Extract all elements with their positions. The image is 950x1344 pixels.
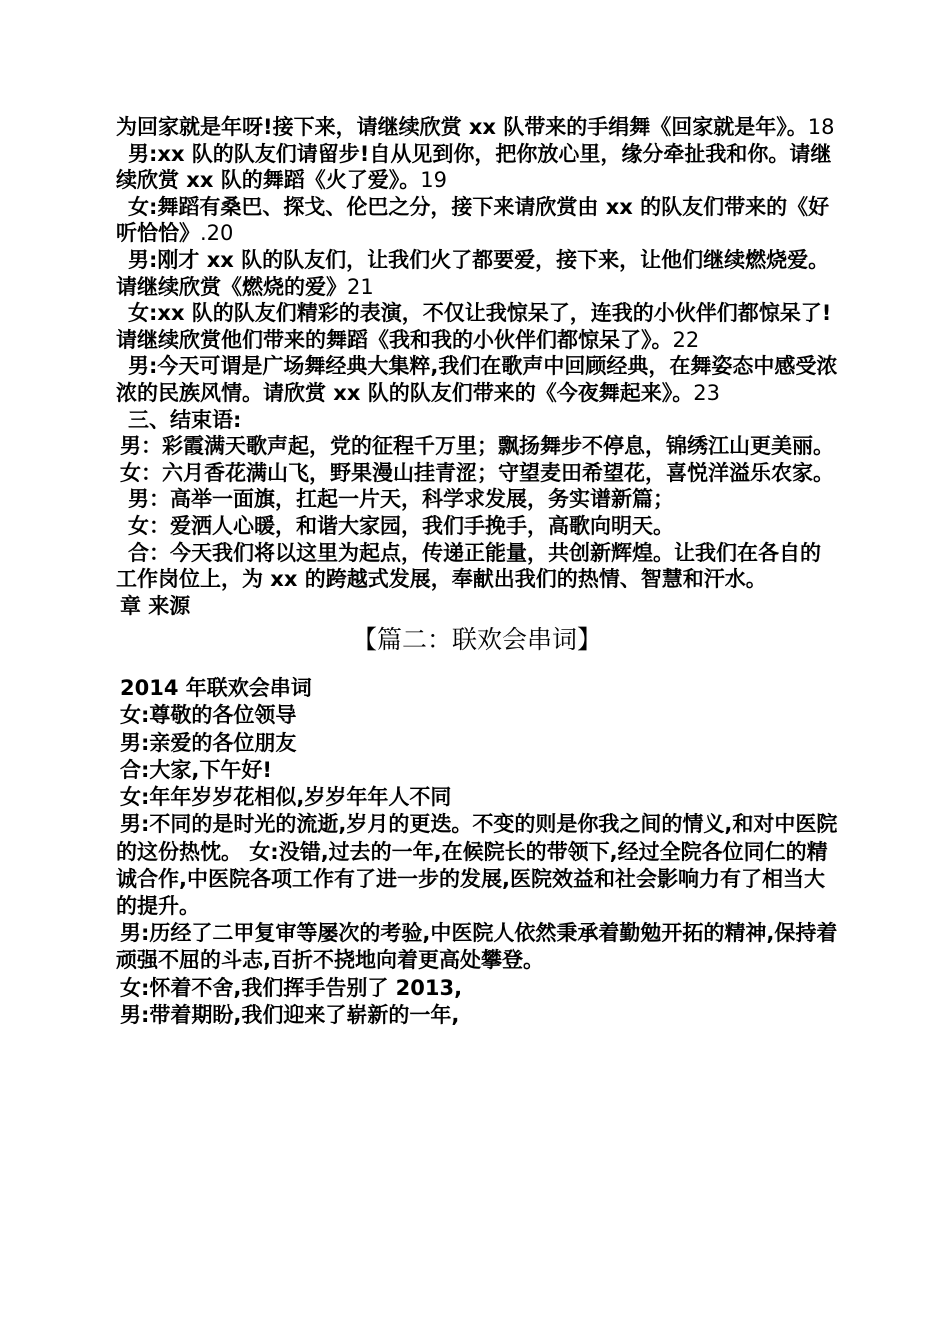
document-page bbox=[116, 114, 838, 1029]
paragraph-8 bbox=[116, 433, 838, 460]
paragraph-1-text: 为回家就是年呀!接下来，请继续欣赏 xx 队带来的手绢舞《回家就是年》。 bbox=[116, 115, 808, 139]
part-two-script bbox=[116, 675, 838, 1029]
paragraph-3-text: 女:舞蹈有桑巴、探戈、伦巴之分，接下来请欣赏由 xx 的队友们带来的《好听恰恰》 bbox=[116, 194, 830, 246]
section-heading-closing bbox=[116, 407, 838, 434]
paragraph-12 bbox=[116, 540, 838, 593]
paragraph-2-number: 19 bbox=[420, 168, 447, 193]
part-one-script bbox=[116, 114, 838, 619]
paragraph-9 bbox=[116, 460, 838, 487]
part2-paragraph-9: 男:带着期盼,我们迎来了崭新的一年, bbox=[120, 1002, 460, 1027]
paragraph-6-text: 男:今天可谓是广场舞经典大集粹,我们在歌声中回顾经典，在舞姿态中感受浓浓的民族风情。请欣赏 xx 队的队友们带来的《今夜舞起来》。 bbox=[116, 354, 838, 405]
part2-paragraph-1: 2014 年联欢会串词 bbox=[120, 676, 312, 701]
paragraph-11-text: 女：爱洒人心暖，和谐大家园，我们手挽手，高歌向明天。 bbox=[128, 513, 674, 538]
part2-paragraph-5: 女:年年岁岁花相似,岁岁年年人不同 bbox=[120, 785, 452, 810]
section-heading-closing-text: 三、结束语: bbox=[128, 407, 242, 432]
paragraph-2-text: 男:xx 队的队友们请留步!自从见到你，把你放心里，缘分牵扯我和你。请继续欣赏 xx 队的舞蹈《火了爱》。 bbox=[116, 141, 832, 193]
paragraph-6 bbox=[116, 353, 838, 406]
part2-paragraph-2: 女:尊敬的各位领导 bbox=[120, 703, 297, 728]
paragraph-2 bbox=[116, 141, 838, 194]
paragraph-5 bbox=[116, 300, 838, 353]
paragraph-5-text: 女:xx 队的队友们精彩的表演，不仅让我惊呆了，连我的小伙伴们都惊呆了!请继续欣赏他们带来的舞蹈《我和我的小伙伴们都惊呆了》。 bbox=[116, 301, 832, 352]
paragraph-10 bbox=[116, 486, 838, 513]
paragraph-1-number: 18 bbox=[807, 115, 835, 139]
section-title: 【篇二：联欢会串词】 bbox=[351, 625, 602, 655]
paragraph-10-text: 男：高举一面旗，扛起一片天，科学求发展，务实谱新篇； bbox=[128, 487, 674, 512]
part2-paragraph-3: 男:亲爱的各位朋友 bbox=[120, 730, 297, 755]
part2-paragraph-8: 女:怀着不舍,我们挥手告别了 2013, bbox=[120, 975, 463, 1000]
paragraph-13 bbox=[116, 593, 838, 620]
paragraph-3 bbox=[116, 194, 838, 247]
paragraph-11 bbox=[116, 513, 838, 540]
paragraph-4-text: 男:刚才 xx 队的队友们，让我们火了都要爱，接下来，让他们继续燃烧爱。请继续欣赏《燃烧的爱》 bbox=[116, 247, 830, 299]
paragraph-1 bbox=[116, 114, 838, 141]
paragraph-12-text: 合：今天我们将以这里为起点，传递正能量，共创新辉煌。让我们在各自的工作岗位上，为 xx 的跨越式发展，奉献出我们的热情、智慧和汗水。 bbox=[116, 540, 821, 592]
paragraph-9-text: 女：六月香花满山飞，野果漫山挂青涩；守望麦田希望花，喜悦洋溢乐农家。 bbox=[120, 460, 834, 485]
paragraph-3-number: .20 bbox=[200, 221, 234, 246]
paragraph-4-number: 21 bbox=[347, 274, 374, 299]
paragraph-13-text: 章 来源 bbox=[120, 593, 191, 618]
part2-paragraph-6: 男:不同的是时光的流逝,岁月的更迭。不变的则是你我之间的情义,和对中医院的这份热忱。 女:没错,过去的一年,在候院长的带领下,经过全院各位同仁的精诚合作,中医院各项工作有了进一步的发展,医院效益和社会影响力有了相当大的提升。 bbox=[116, 812, 838, 918]
paragraph-6-number: 23 bbox=[693, 380, 720, 405]
paragraph-8-text: 男：彩霞满天歌声起，党的征程千万里；飘扬舞步不停息，锦绣江山更美丽。 bbox=[120, 434, 834, 459]
part2-paragraph-7: 男:历经了二甲复审等屡次的考验,中医院人依然秉承着勤勉开拓的精神,保持着顽强不屈的斗志,百折不挠地向着更高处攀登。 bbox=[116, 921, 838, 973]
part2-paragraph-4: 合:大家,下午好! bbox=[120, 757, 272, 782]
paragraph-4 bbox=[116, 247, 838, 300]
paragraph-5-number: 22 bbox=[672, 327, 700, 352]
